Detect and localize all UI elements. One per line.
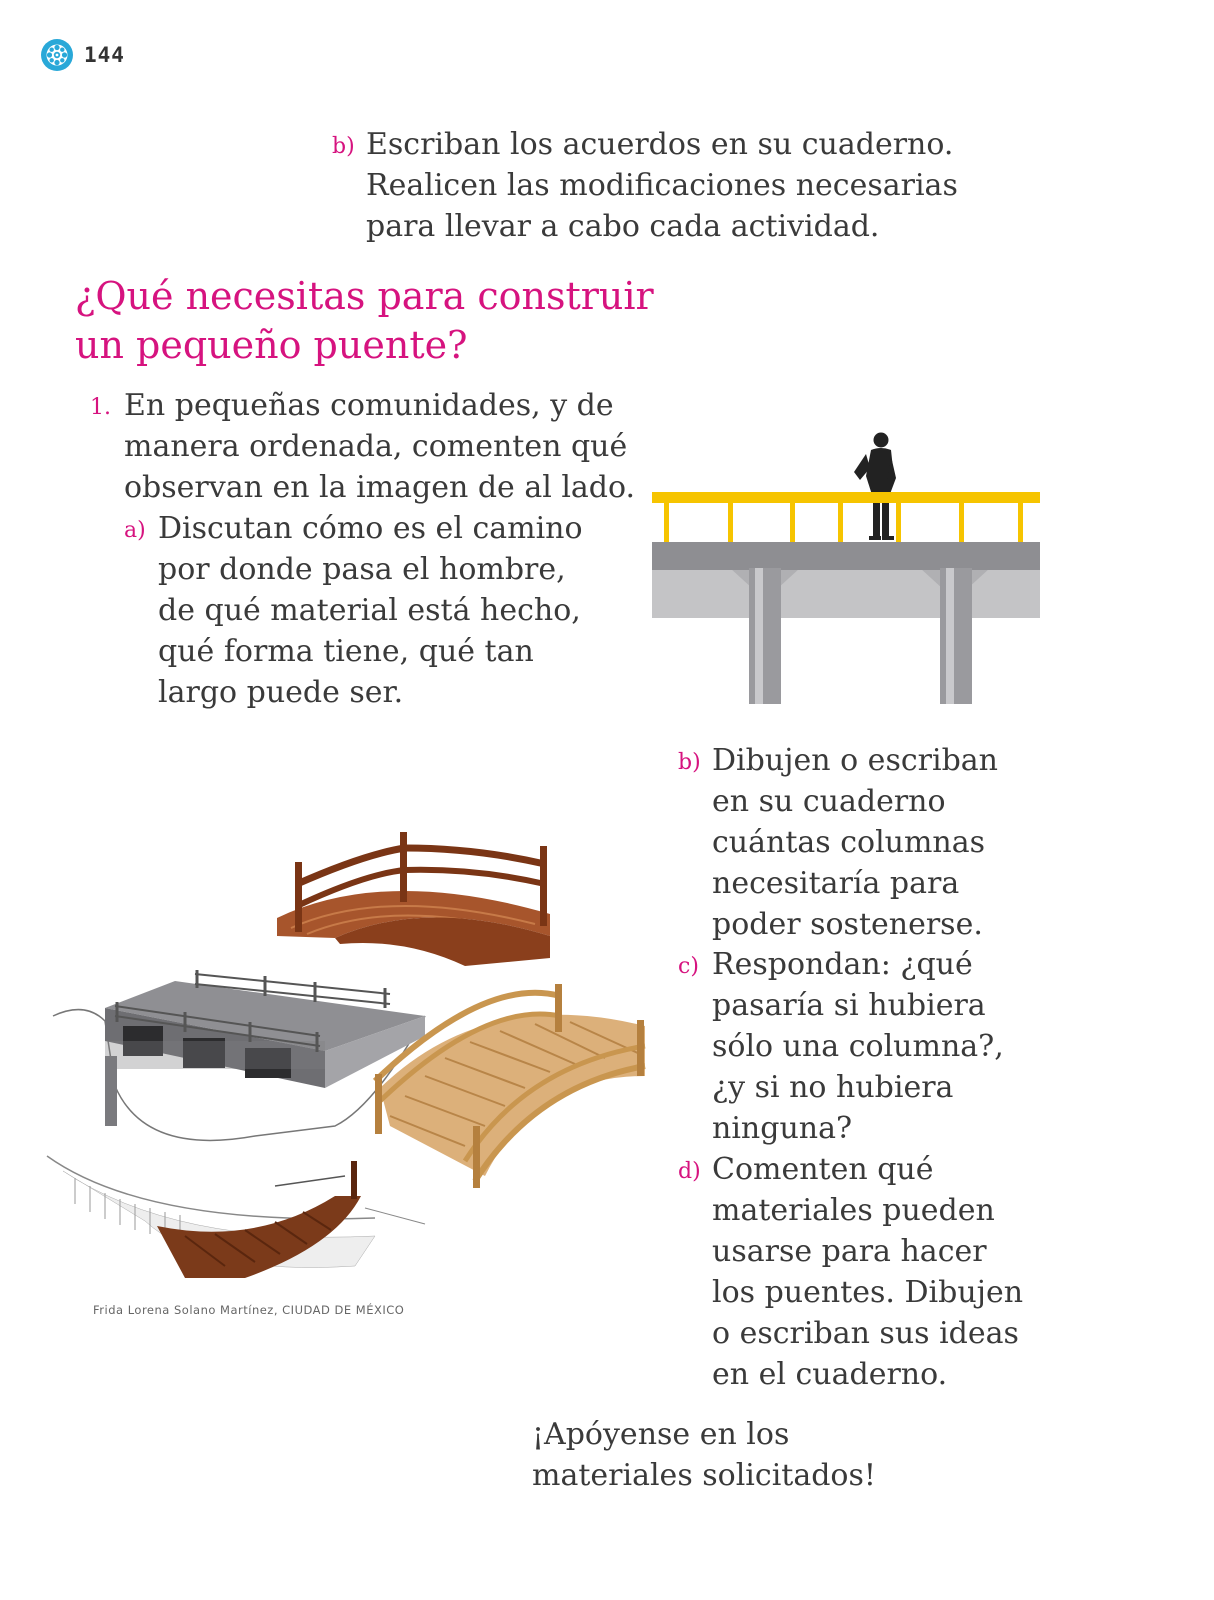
instruction-b-top xyxy=(332,124,958,247)
question-1d xyxy=(678,1149,1023,1395)
illustration-credit: Frida Lorena Solano Martínez, CIUDAD DE MÉXICO xyxy=(93,1303,405,1317)
item-marker: b) xyxy=(678,750,701,775)
question-1c xyxy=(678,944,1004,1149)
item-marker: 1. xyxy=(90,395,111,420)
question-1a xyxy=(124,508,583,713)
page-number: 144 xyxy=(84,43,125,67)
section-heading: ¿Qué necesitas para construir un pequeño puente? xyxy=(75,274,654,367)
item-text: Dibujen o escriban en su cuaderno cuántas columnas necesitaría para poder sostenerse. xyxy=(712,743,998,942)
page-header xyxy=(40,38,125,72)
item-marker: b) xyxy=(332,134,355,159)
item-marker: a) xyxy=(124,518,146,543)
item-text: Escriban los acuerdos en su cuaderno. Realicen las modificaciones necesarias para llevar a cabo cada actividad. xyxy=(366,127,958,244)
closing-note: ¡Apóyense en los materiales solicitados! xyxy=(532,1417,876,1493)
item-text: En pequeñas comunidades, y de manera ordenada, comenten qué observan en la imagen de al lado. xyxy=(124,388,636,505)
item-text: Discutan cómo es el camino por donde pasa el hombre, de qué material está hecho, qué forma tiene, qué tan largo puede ser. xyxy=(158,511,583,710)
bridges-collage-illustration xyxy=(45,826,650,1286)
question-1b xyxy=(678,740,998,945)
rope-bridge xyxy=(47,1156,425,1278)
item-marker: d) xyxy=(678,1159,701,1184)
concrete-bridge xyxy=(53,970,425,1140)
bridge-with-man-illustration xyxy=(650,428,1042,706)
question-1 xyxy=(90,385,635,508)
flower-emblem-icon xyxy=(40,38,74,72)
item-marker: c) xyxy=(678,954,699,979)
item-text: Respondan: ¿qué pasaría si hubiera sólo una columna?, ¿y si no hubiera ninguna? xyxy=(712,947,1004,1146)
wooden-arch-bridge xyxy=(277,832,550,966)
item-text: Comenten qué materiales pueden usarse para hacer los puentes. Dibujen o escriban sus ideas en el cuaderno. xyxy=(712,1152,1024,1392)
bamboo-bridge xyxy=(375,984,645,1188)
